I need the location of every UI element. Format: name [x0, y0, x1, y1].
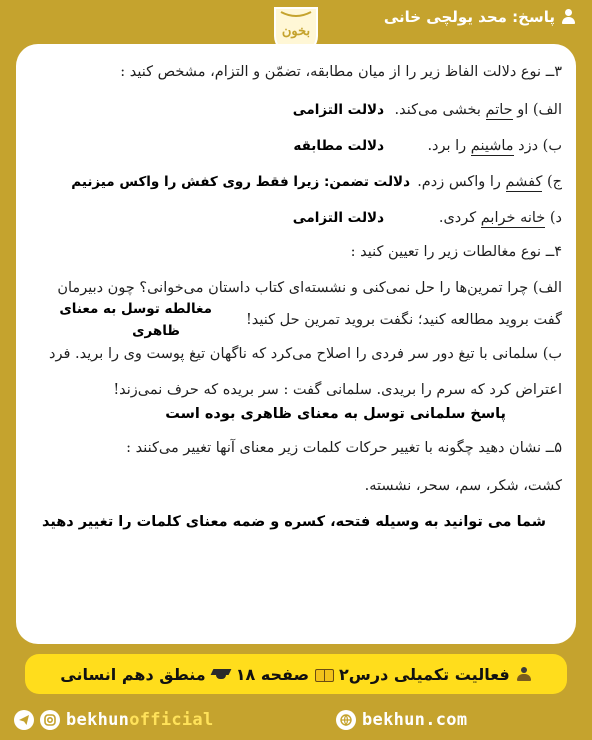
telegram-icon[interactable]	[14, 710, 34, 730]
social-handle[interactable]: bekhunofficial	[66, 710, 214, 730]
answerer-text: پاسخ: محد یولچی خانی	[383, 8, 555, 26]
q4-answer-a-line2: ظاهری	[132, 323, 180, 339]
q4-item-a-line2: گفت بروید مطالعه کنید؛ نگفت بروید تمرین حل کنید!	[245, 312, 562, 328]
underlined-word: حاتم	[485, 102, 513, 118]
q4-answer-b: پاسخ سلمانی توسل به معنای ظاهری بوده است	[165, 406, 506, 422]
q3-title: ۳ــ نوع دلالت الفاظ زیر را از میان مطابقه، تضمّن و التزام، مشخص کنید :	[120, 64, 562, 80]
logo-text: بخون	[281, 24, 311, 39]
header	[0, 0, 592, 40]
q3-answer-d: دلالت التزامی	[292, 210, 384, 226]
lesson-banner	[25, 654, 567, 694]
book-icon	[315, 668, 333, 681]
q5-title: ۵ــ نشان دهید چگونه با تغییر حرکات کلمات زیر معنای آنها تغییر می‌کنند :	[126, 440, 562, 456]
q3-item-a: الف) او حاتم بخشی می‌کند.	[394, 102, 562, 118]
q3-answer-b: دلالت مطابقه	[293, 138, 384, 154]
q3-item-b: ب) دزد ماشینم را برد.	[427, 138, 562, 154]
banner-lesson: فعالیت تکمیلی درس۲	[339, 664, 510, 684]
q3-item-d: د) خانه خرابم کردی.	[438, 210, 562, 226]
banner-course: منطق دهم انسانی	[60, 664, 206, 684]
q4-item-a-line1: الف) چرا تمرین‌ها را حل نمی‌کنی و نشسته‌ای کتاب داستان می‌خوانی؟ چون دبیرمان	[57, 280, 562, 296]
q3-item-c: ج) کفشم را واکس زدم.	[417, 174, 562, 190]
instagram-icon[interactable]	[40, 710, 60, 730]
teacher-icon	[516, 667, 532, 681]
q4-title: ۴ــ نوع مغالطات زیر را تعیین کنید :	[350, 244, 562, 260]
q5-words: کشت، شکر، سم، سحر، نشسته.	[364, 478, 562, 494]
underlined-word: خانه خرابم	[480, 210, 546, 226]
q4-item-b-line1: ب) سلمانی با تیغ دور سر فردی را اصلاح می‌کرد که ناگهان تیغ پوست وی را برید. فرد	[49, 346, 562, 362]
q4-item-b-line2: اعتراض کرد که سرم را بریدی. سلمانی گفت : سر بریده که حرف نمی‌زند!	[113, 382, 562, 398]
underlined-word: ماشینم	[470, 138, 514, 154]
graduation-cap-icon	[212, 668, 230, 680]
banner-page: صفحه ۱۸	[235, 664, 310, 684]
answerer-label	[384, 8, 576, 26]
q3-answer-a: دلالت التزامی	[292, 102, 384, 118]
globe-icon[interactable]	[336, 710, 356, 730]
social-handle-link[interactable]	[14, 710, 214, 730]
q3-answer-c: دلالت تضمن: زیرا فقط روی کفش را واکس میزنیم	[71, 174, 410, 190]
q5-answer: شما می توانید به وسیله فتحه، کسره و ضمه معنای کلمات را تغییر دهید	[41, 514, 546, 530]
answer-card	[16, 44, 576, 644]
q4-answer-a-line1: مغالطه توسل به معنای	[59, 301, 212, 317]
underlined-word: کفشم	[505, 174, 543, 190]
website-link[interactable]	[336, 710, 467, 730]
user-icon	[561, 9, 576, 25]
footer	[0, 704, 592, 740]
website-text[interactable]: bekhun.com	[362, 710, 468, 730]
